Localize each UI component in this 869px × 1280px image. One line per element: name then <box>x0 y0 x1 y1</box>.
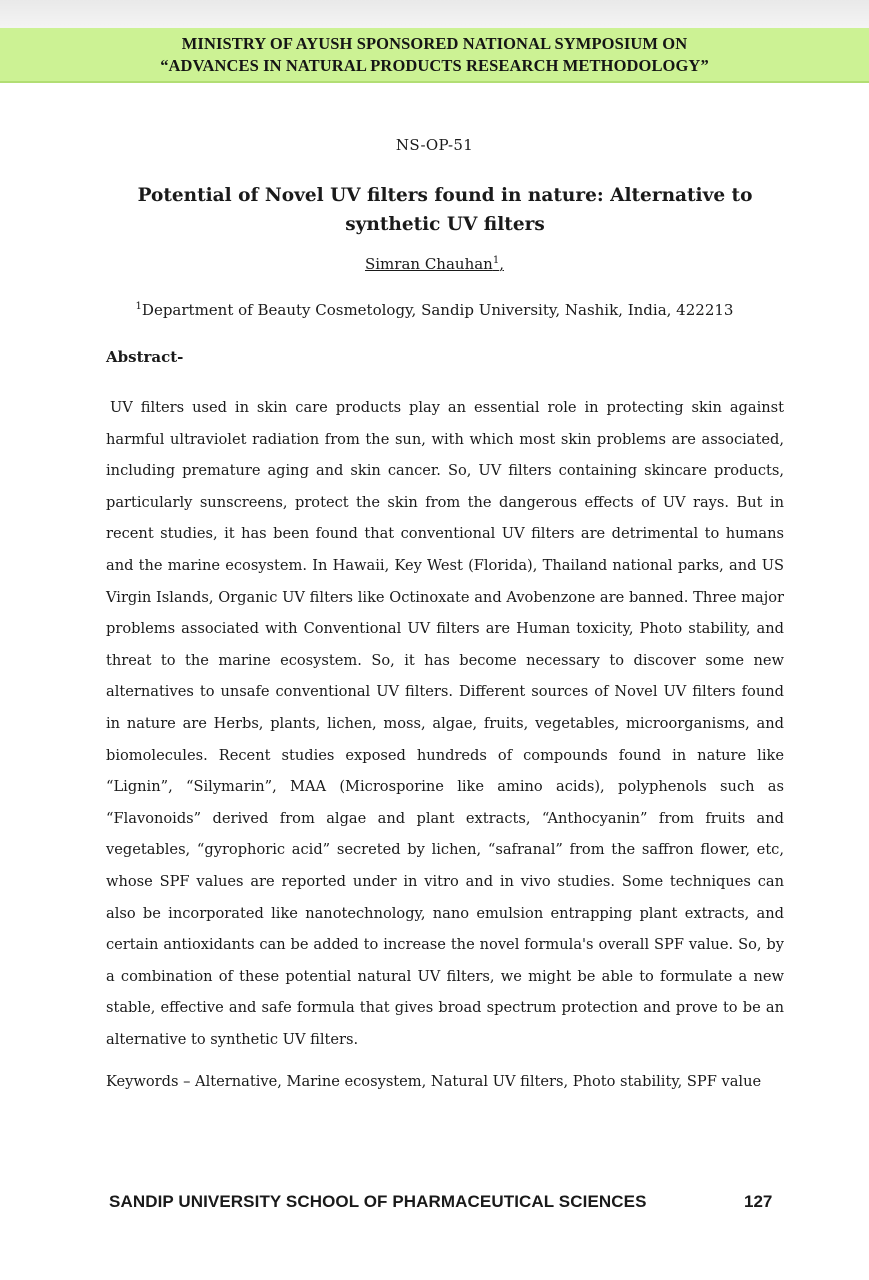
symposium-header <box>0 28 869 83</box>
top-strip <box>0 0 869 28</box>
author-name <box>365 255 504 273</box>
header-line-2: “ADVANCES IN NATURAL PRODUCTS RESEARCH METHODOLOGY” <box>160 56 709 75</box>
affiliation-superscript: 1 <box>135 301 142 312</box>
author-trailing: , <box>499 255 504 273</box>
keywords: Keywords – Alternative, Marine ecosystem, Natural UV filters, Photo stability, SPF value <box>106 1073 762 1090</box>
paper-title: Potential of Novel UV filters found in nature: Alternative to synthetic UV filters <box>137 185 753 235</box>
affiliation-text: Department of Beauty Cosmetology, Sandip University, Nashik, India, 422213 <box>141 301 734 319</box>
page-number: 127 <box>744 1192 773 1211</box>
abstract-heading: Abstract- <box>106 348 184 366</box>
footer-institution: SANDIP UNIVERSITY SCHOOL OF PHARMACEUTICAL SCIENCES <box>109 1192 647 1211</box>
abstract-body: UV filters used in skin care products play an essential role in protecting skin against harmful ultraviolet radiation from the sun, with which most skin problems are associated, including premature aging and skin cancer. So, UV filters containing skincare products, particularly sunscreens, protect the skin from the dangerous effects of UV rays. But in recent studies, it has been found that conventional UV filters are detrimental to humans and the marine ecosystem. In Hawaii, Key West (Florida), Thailand national parks, and US Virgin Islands, Organic UV filters like Octinoxate and Avobenzone are banned. Three major problems associated with Conventional UV filters are Human toxicity, Photo stability, and threat to the marine ecosystem. So, it has become necessary to discover some new alternatives to unsafe conventional UV filters. Different sources of Novel UV filters found in nature are Herbs, plants, lichen, moss, algae, fruits, vegetables, microorganisms, and biomolecules. Recent studies exposed hundreds of compounds found in nature like “Lignin”, “Silymarin”, MAA (Microsporine like amino acids), polyphenols such as “Flavonoids” derived from algae and plant extracts, “Anthocyanin” from fruits and vegetables, “gyrophoric acid” secreted by lichen, “safranal” from the saffron flower, etc, whose SPF values are reported under in vitro and in vivo studies. Some techniques can also be incorporated like nanotechnology, nano emulsion entrapping plant extracts, and certain antioxidants can be added to increase the novel formula's overall SPF value. So, by a combination of these potential natural UV filters, we might be able to formulate a new stable, effective and safe formula that gives broad spectrum protection and prove to be an alternative to synthetic UV filters. <box>106 399 784 1048</box>
author-line <box>0 255 869 273</box>
paper-id: NS-OP-51 <box>395 136 474 154</box>
affiliation <box>0 301 869 319</box>
header-line-1: MINISTRY OF AYUSH SPONSORED NATIONAL SYMPOSIUM ON <box>181 34 688 53</box>
author-name-text: Simran Chauhan <box>364 255 493 273</box>
author-superscript: 1 <box>492 255 500 266</box>
